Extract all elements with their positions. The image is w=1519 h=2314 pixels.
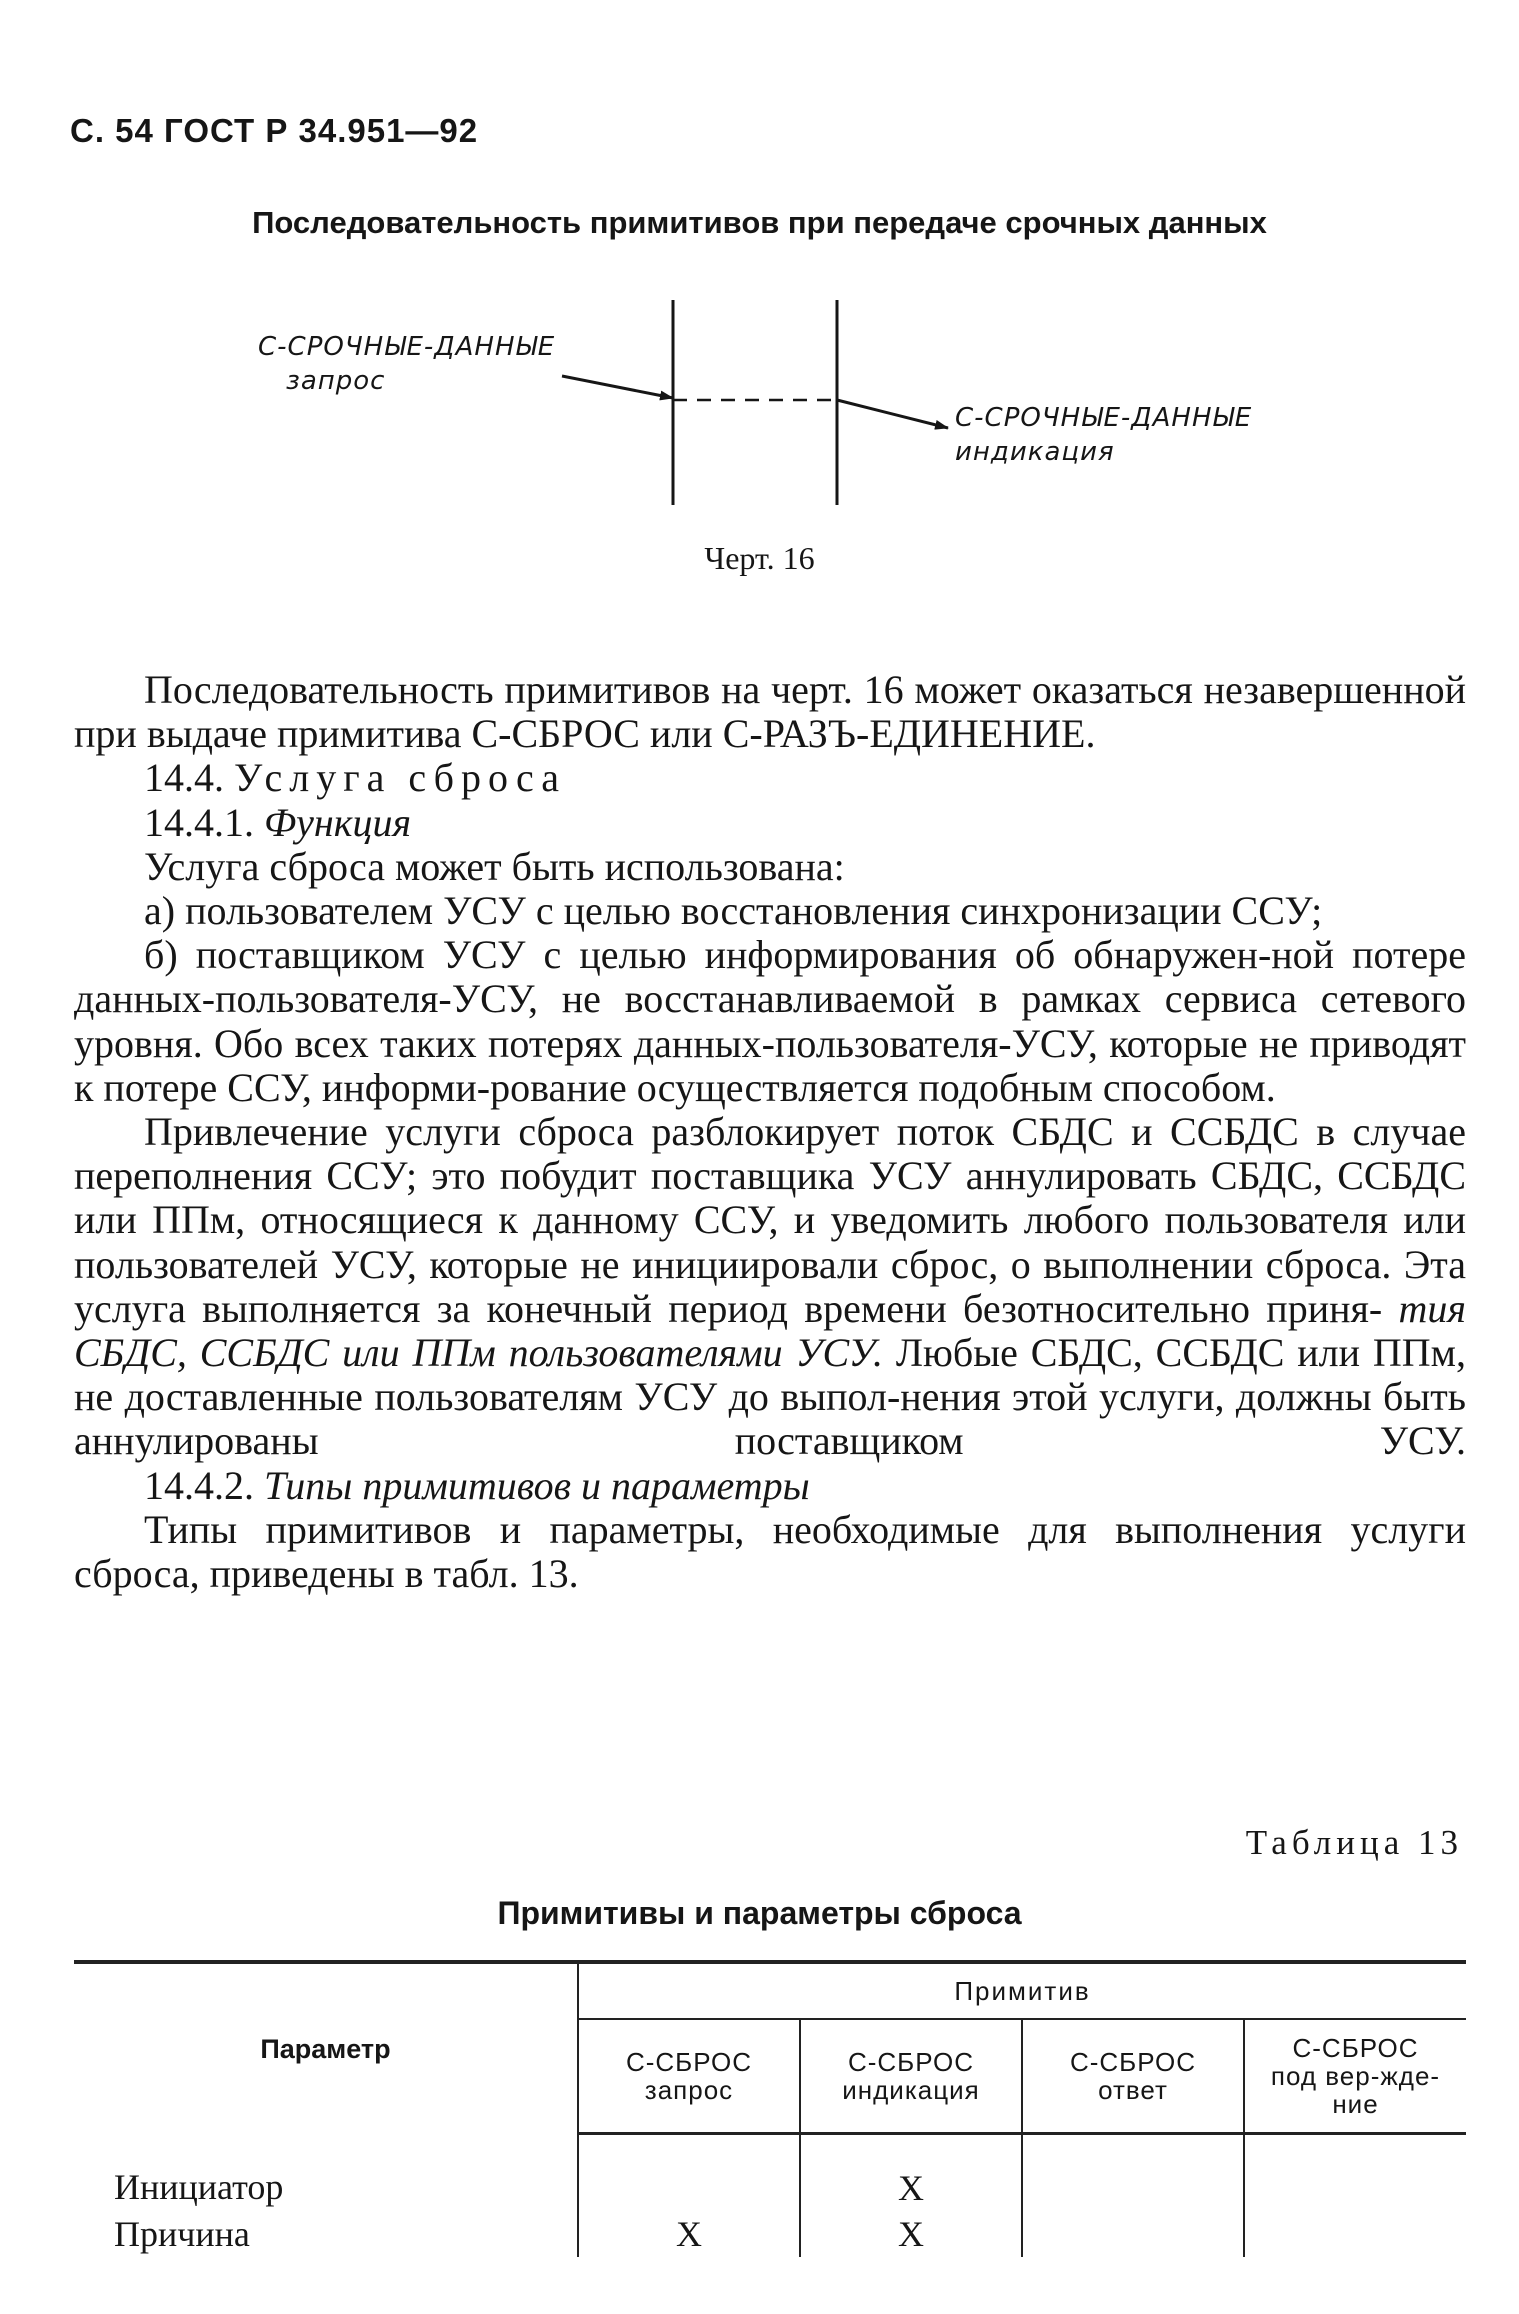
paragraph-5 [74, 1110, 1466, 1464]
table-cell: X [800, 2211, 1022, 2257]
section-title: Последовательность примитивов при передаче срочных данных [252, 205, 1267, 240]
heading-14-4-1 [74, 801, 1466, 845]
indication-arrow [837, 400, 948, 428]
column-header-indication [800, 2019, 1022, 2134]
heading-text: Услуга сброса [234, 755, 566, 801]
primitive-group-header: Примитив [578, 1962, 1466, 2019]
paragraph-5-part-1: Привлечение услуги сброса разблокирует поток СБДС и ССБДС в случае переполнения ССУ; это побудит поставщика УСУ аннулировать СБДС, ССБДС или ППм, относящиеся к данному ССУ, и уведомить любого пользователя или пользователей УСУ, которые не инициировали сброс, о выполнении сброса. Эта услуга выполняется за конечный период времени безотносительно приня- [74, 1109, 1466, 1331]
page-header: С. 54 ГОСТ Р 34.951—92 [70, 112, 479, 149]
heading-14-4 [74, 756, 1466, 800]
heading-number: 14.4. [144, 755, 224, 801]
heading-number: 14.4.1. [144, 799, 254, 845]
column-header-line2: запрос [644, 2075, 734, 2105]
paragraph-6: Типы примитивов и параметры, необходимые для выполнения услуги сброса, приведены в табл. 13. [74, 1506, 1466, 1597]
table-cell [578, 2134, 800, 2212]
request-arrow [562, 376, 673, 398]
table-title: Примитивы и параметры сброса [497, 1895, 1022, 1931]
table-row [74, 2211, 1466, 2257]
param-column-header: Параметр [74, 1962, 578, 2134]
heading-number: 14.4.2. [144, 1462, 254, 1508]
indication-label-type: индикация [955, 437, 1115, 467]
indication-label-primitive: С-СРОЧНЫЕ-ДАННЫЕ [955, 403, 1253, 433]
sequence-diagram [0, 280, 1519, 580]
paragraph-5-part-3: Любые СБДС, ССБДС или ППм, не доставленные пользователям УСУ до выпол-нения этой услуги, должны быть аннулированы поставщиком УСУ. [74, 1330, 1466, 1464]
column-header-request [578, 2019, 800, 2134]
column-header-line1: С-СБРОС [625, 2047, 753, 2077]
heading-14-4-2 [74, 1464, 1466, 1508]
column-header-line2: индикация [842, 2075, 980, 2105]
request-label-type: запрос [286, 366, 386, 396]
table-cell [1244, 2134, 1466, 2212]
request-label-primitive: С-СРОЧНЫЕ-ДАННЫЕ [258, 332, 556, 362]
row-parameter-name: Причина [114, 2214, 250, 2254]
table-cell [1022, 2211, 1244, 2257]
table-cell: X [578, 2211, 800, 2257]
table-cell [1022, 2134, 1244, 2212]
column-header-confirm [1244, 2019, 1466, 2134]
column-header-response [1022, 2019, 1244, 2134]
heading-text: Функция [264, 799, 412, 845]
table-row [74, 2134, 1466, 2212]
column-header-line1: С-СБРОС [1292, 2033, 1419, 2063]
table-number: Таблица 13 [1245, 1823, 1463, 1862]
column-header-line1: С-СБРОС [1069, 2047, 1197, 2077]
paragraph-2: Услуга сброса может быть использована: [144, 843, 845, 889]
column-header-line2: ответ [1098, 2075, 1168, 2105]
heading-text: Типы примитивов и параметры [264, 1462, 810, 1508]
column-header-line2: под вер-жде-ние [1270, 2061, 1441, 2119]
table-cell: X [800, 2134, 1022, 2212]
paragraph-1: Последовательность примитивов на черт. 16 может оказаться незавершенной при выдаче примитива С-СБРОС или С-РАЗЪ-ЕДИНЕНИЕ. [74, 667, 1466, 757]
paragraph-3: а) пользователем УСУ с целью восстановления синхронизации ССУ; [144, 888, 1323, 934]
body-text [74, 668, 1466, 1596]
primitives-table [74, 1960, 1466, 2257]
column-header-line1: С-СБРОС [847, 2047, 975, 2077]
paragraph-5-part-2: тия СБДС, ССБДС или ППм пользователями УСУ. [74, 1285, 1467, 1376]
table-cell [1244, 2211, 1466, 2257]
figure-caption: Черт. 16 [704, 540, 815, 576]
sequence-diagram-lines [0, 280, 1519, 580]
paragraph-4: б) поставщиком УСУ с целью информирования об обнаружен-ной потере данных-пользователя-УСУ, не восстанавливаемой в рамках сервиса сетевого уровня. Обо всех таких потерях данных-пользователя-УСУ, которые не приводят к потере ССУ, информи-рование осуществляется подобным способом. [74, 932, 1466, 1110]
row-parameter-name: Инициатор [114, 2167, 284, 2208]
